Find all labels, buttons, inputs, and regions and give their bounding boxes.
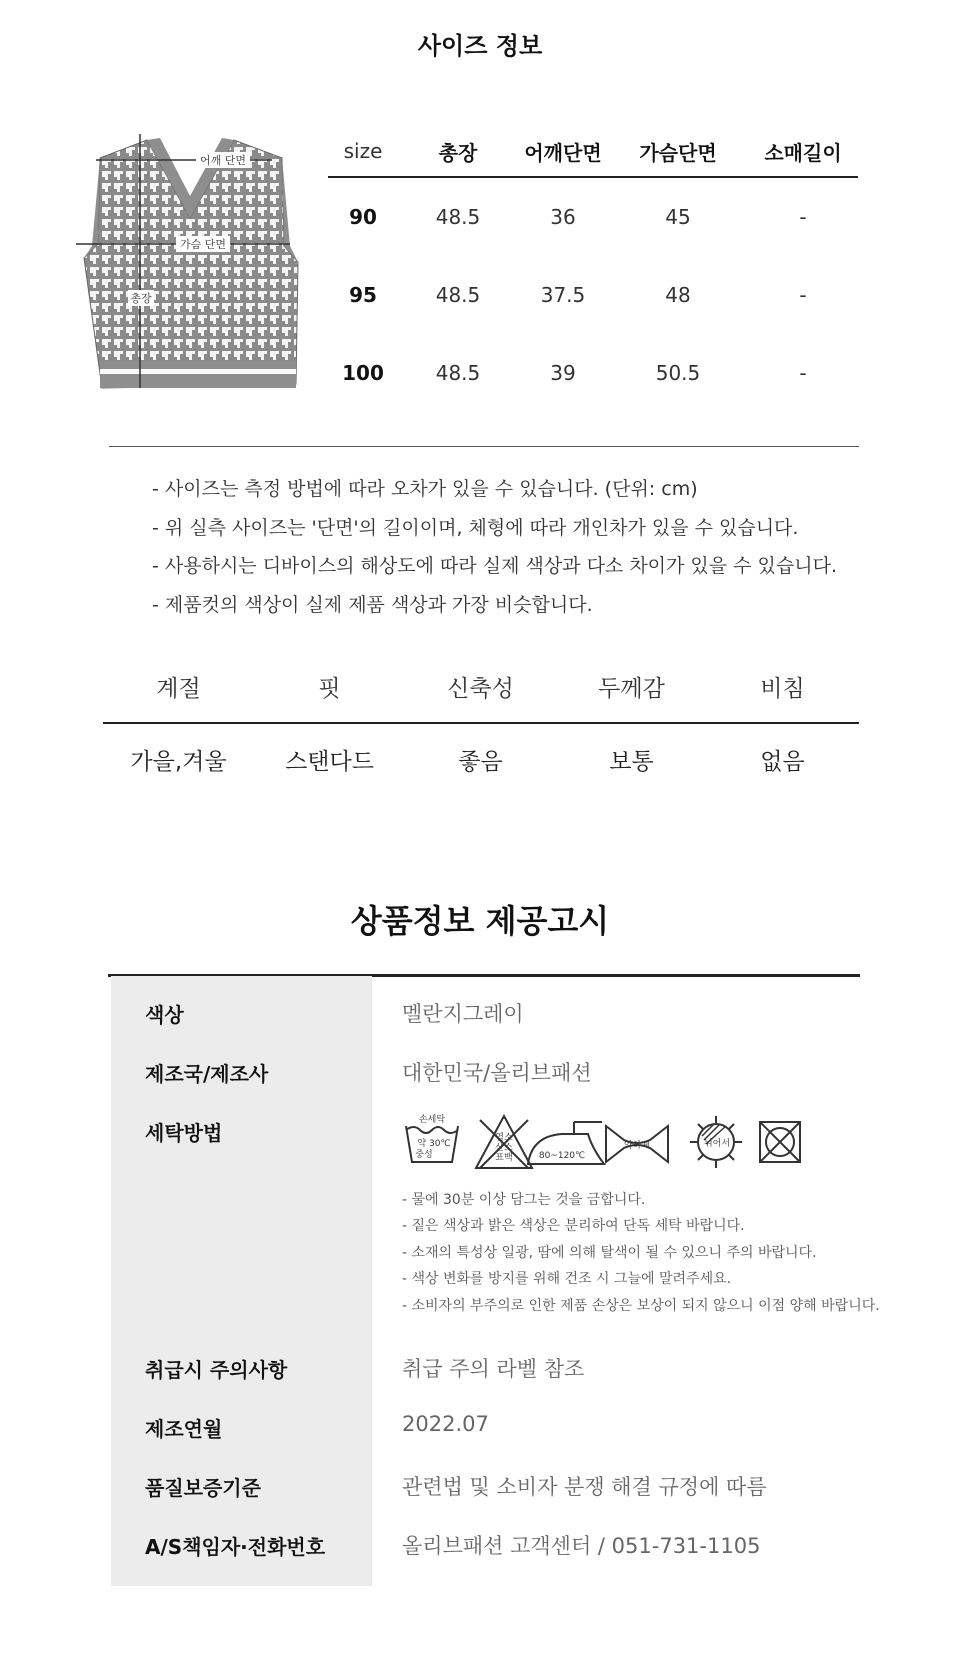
origin-label: 제조국/제조사	[145, 1062, 269, 1086]
header-shoulder: 어깨단면	[524, 140, 602, 165]
hand-wash-mid-text: 약 30℃	[417, 1139, 451, 1149]
attr-header-thickness: 두께감	[598, 676, 665, 702]
attr-value-stretch: 좋음	[458, 748, 503, 775]
size-cell: 100	[342, 361, 384, 385]
size-table-header	[328, 126, 858, 178]
table-row	[328, 334, 858, 412]
sleeve-cell: -	[799, 205, 807, 229]
attribute-header-row	[103, 668, 859, 724]
warranty-value: 관련법 및 소비자 분쟁 해결 규정에 따름	[402, 1475, 767, 1499]
warranty-label: 품질보증기준	[145, 1476, 261, 1500]
shade-dry-text: 뉘어서	[703, 1139, 731, 1149]
care-notes	[402, 1190, 880, 1322]
table-row	[328, 178, 858, 256]
care-note: - 소재의 특성상 일광, 땀에 의해 탈색이 될 수 있으니 주의 바랍니다.	[402, 1244, 817, 1261]
attr-value-thickness: 보통	[609, 748, 654, 775]
size-notes	[152, 474, 837, 628]
wash-label: 세탁방법	[145, 1121, 223, 1145]
attr-value-sheerness: 없음	[760, 748, 805, 775]
attr-header-stretch: 신축성	[447, 676, 514, 702]
shoulder-measure-label: 어깨 단면	[199, 154, 247, 167]
size-note: - 사용하시는 디바이스의 해상도에 따라 실제 색상과 다소 차이가 있을 수 있습니다.	[152, 555, 838, 577]
header-sleeve: 소매길이	[764, 140, 842, 165]
origin-value: 대한민국/올리브패션	[402, 1061, 592, 1085]
length-cell: 48.5	[435, 361, 481, 385]
attr-header-sheerness: 비침	[760, 676, 805, 702]
header-chest: 가슴단면	[639, 140, 717, 165]
manufacture-date-label: 제조연월	[145, 1417, 223, 1441]
caution-value: 취급 주의 라벨 참조	[402, 1357, 585, 1381]
header-total-length: 총장	[438, 140, 478, 165]
attribute-value-row	[103, 724, 859, 794]
chest-cell: 45	[665, 205, 691, 229]
length-measure-label: 총장	[130, 292, 152, 305]
no-bleach-mid-text: 산소	[495, 1143, 513, 1153]
as-contact-value: 올리브패션 고객센터 / 051-731-1105	[402, 1534, 761, 1558]
size-note: - 제품컷의 색상이 실제 제품 색상과 가장 비슷합니다.	[152, 593, 593, 616]
care-note: - 짙은 색상과 밝은 색상은 분리하여 단독 세탁 바랍니다.	[402, 1218, 745, 1235]
care-icons	[402, 1112, 852, 1176]
vest-measurement-diagram	[72, 126, 312, 426]
no-bleach-top-text: 염소	[495, 1133, 513, 1143]
size-note: - 위 실측 사이즈는 '단면'의 길이이며, 체형에 따라 개인차가 있을 수 있습니다.	[152, 516, 799, 539]
attr-header-fit: 핏	[318, 676, 341, 702]
sleeve-cell: -	[799, 361, 807, 385]
size-section-divider	[109, 446, 859, 447]
size-table	[328, 126, 858, 412]
attr-header-season: 계절	[156, 676, 201, 702]
shade-dry-flat-icon	[686, 1112, 746, 1172]
shoulder-cell: 36	[550, 205, 576, 229]
manufacture-date-value: 2022.07	[402, 1412, 489, 1436]
length-cell: 48.5	[435, 205, 481, 229]
care-note: - 색상 변화를 방지를 위해 건조 시 그늘에 말려주세요.	[402, 1271, 732, 1288]
chest-cell: 50.5	[655, 361, 701, 385]
attr-value-fit: 스탠다드	[285, 748, 374, 775]
chest-cell: 48	[665, 283, 691, 307]
header-size: size	[343, 139, 383, 163]
as-contact-label: A/S책임자·전화번호	[145, 1535, 326, 1559]
shoulder-cell: 37.5	[540, 283, 586, 307]
size-section-title: 사이즈 정보	[417, 32, 543, 60]
size-note: - 사이즈는 측정 방법에 따라 오차가 있을 수 있습니다. (단위: cm)	[152, 478, 698, 500]
attr-value-season: 가을,겨울	[130, 748, 227, 775]
product-info-title: 상품정보 제공고시	[350, 902, 610, 940]
gentle-wring-icon	[602, 1112, 672, 1172]
hand-wash-icon	[402, 1112, 462, 1172]
no-bleach-bot-text: 표백	[495, 1153, 513, 1163]
shoulder-cell: 39	[550, 361, 576, 385]
color-value: 멜란지그레이	[402, 1002, 524, 1026]
length-cell: 48.5	[435, 283, 481, 307]
no-tumble-dry-icon	[752, 1112, 812, 1172]
color-label: 색상	[145, 1003, 184, 1027]
care-note: - 소비자의 부주의로 인한 제품 손상은 보상이 되지 않으니 이점 양해 바랍니다.	[402, 1297, 880, 1314]
iron-icon	[522, 1112, 610, 1172]
caution-label: 취급시 주의사항	[145, 1358, 288, 1382]
table-row	[328, 256, 858, 334]
iron-temp-text: 80~120℃	[538, 1151, 586, 1161]
hand-wash-bot-text: 중성	[415, 1150, 433, 1160]
gentle-wring-text: 약하게	[623, 1141, 651, 1151]
size-cell: 90	[349, 205, 377, 229]
care-note: - 물에 30분 이상 담그는 것을 금합니다.	[402, 1192, 646, 1208]
hand-wash-top-text: 손세탁	[418, 1115, 446, 1125]
size-cell: 95	[349, 283, 377, 307]
sleeve-cell: -	[799, 283, 807, 307]
chest-measure-label: 가슴 단면	[179, 238, 227, 251]
